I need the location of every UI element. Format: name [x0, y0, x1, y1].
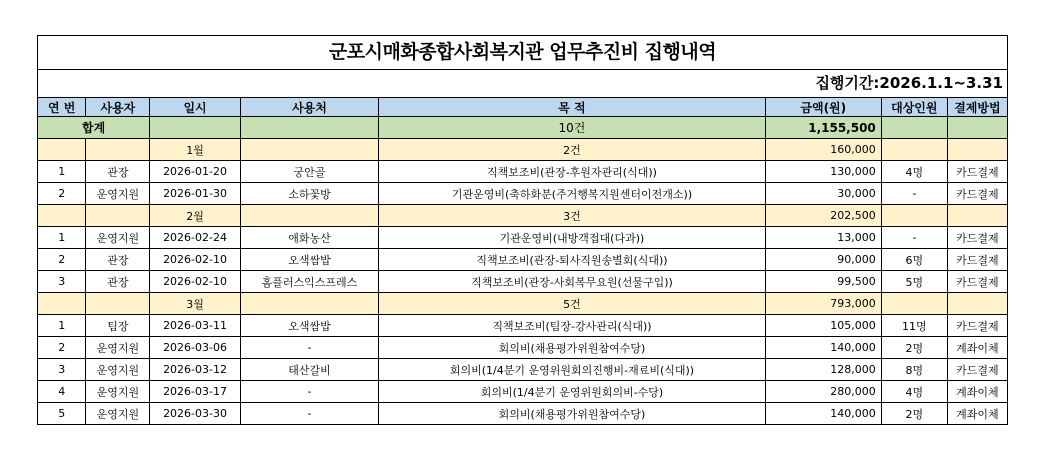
- row-user: 운영지원: [86, 337, 150, 359]
- table-row: [38, 183, 1007, 205]
- row-amount: 90,000: [765, 249, 881, 271]
- month-amount: 793,000: [765, 293, 881, 315]
- month-subtotal-row: [38, 139, 1007, 161]
- row-payment: 카드결제: [947, 183, 1007, 205]
- header-date: 일시: [150, 98, 241, 117]
- row-date: 2026-01-30: [150, 183, 241, 205]
- row-no: 1: [38, 315, 86, 337]
- row-purpose: 기관운영비(내방객접대(다과)): [379, 227, 766, 249]
- row-no: 2: [38, 183, 86, 205]
- table-row: [38, 359, 1007, 381]
- row-user: 팀장: [86, 315, 150, 337]
- expense-sheet: [37, 35, 1008, 425]
- total-empty-people: [881, 117, 947, 139]
- month-amount: 202,500: [765, 205, 881, 227]
- row-amount: 128,000: [765, 359, 881, 381]
- month-empty-payment: [947, 293, 1007, 315]
- row-amount: 130,000: [765, 161, 881, 183]
- row-place: 태산갈비: [240, 359, 378, 381]
- table-row: [38, 161, 1007, 183]
- row-no: 4: [38, 381, 86, 403]
- row-purpose: 회의비(채용평가위원참여수당): [379, 403, 766, 425]
- row-purpose: 직책보조비(관장-사회복무요원(선물구입)): [379, 271, 766, 293]
- row-people: 5명: [881, 271, 947, 293]
- row-purpose: 직책보조비(팀장-강사관리(식대)): [379, 315, 766, 337]
- header-place: 사용처: [240, 98, 378, 117]
- total-row: [38, 117, 1007, 139]
- table-row: [38, 271, 1007, 293]
- row-people: -: [881, 183, 947, 205]
- row-place: -: [240, 381, 378, 403]
- row-amount: 140,000: [765, 403, 881, 425]
- row-payment: 카드결제: [947, 359, 1007, 381]
- total-count: 10건: [379, 117, 766, 139]
- month-subtotal-row: [38, 205, 1007, 227]
- row-user: 관장: [86, 161, 150, 183]
- row-people: 4명: [881, 161, 947, 183]
- row-no: 1: [38, 161, 86, 183]
- row-no: 3: [38, 359, 86, 381]
- row-user: 관장: [86, 249, 150, 271]
- total-label: 합계: [38, 117, 150, 139]
- row-place: -: [240, 337, 378, 359]
- execution-period: 집행기간:2026.1.1~3.31: [38, 70, 1007, 98]
- row-date: 2026-03-12: [150, 359, 241, 381]
- row-amount: 13,000: [765, 227, 881, 249]
- month-empty-no: [38, 293, 86, 315]
- row-user: 운영지원: [86, 183, 150, 205]
- row-place: 오색쌈밥: [240, 315, 378, 337]
- header-payment: 결제방법: [947, 98, 1007, 117]
- row-no: 5: [38, 403, 86, 425]
- row-date: 2026-03-30: [150, 403, 241, 425]
- row-amount: 280,000: [765, 381, 881, 403]
- row-payment: 카드결제: [947, 161, 1007, 183]
- total-empty-place: [240, 117, 378, 139]
- month-empty-place: [240, 139, 378, 161]
- row-purpose: 회의비(1/4분기 운영위원회의진행비-재료비(식대)): [379, 359, 766, 381]
- row-purpose: 회의비(채용평가위원참여수당): [379, 337, 766, 359]
- header-purpose: 목 적: [379, 98, 766, 117]
- row-payment: 계좌이체: [947, 337, 1007, 359]
- month-label: 2월: [150, 205, 241, 227]
- table-row: [38, 381, 1007, 403]
- month-empty-payment: [947, 139, 1007, 161]
- row-no: 1: [38, 227, 86, 249]
- row-amount: 140,000: [765, 337, 881, 359]
- row-user: 운영지원: [86, 359, 150, 381]
- header-row: [38, 98, 1007, 117]
- row-amount: 30,000: [765, 183, 881, 205]
- month-empty-no: [38, 205, 86, 227]
- month-count: 2건: [379, 139, 766, 161]
- total-empty-payment: [947, 117, 1007, 139]
- row-people: 4명: [881, 381, 947, 403]
- row-no: 2: [38, 249, 86, 271]
- row-date: 2026-03-17: [150, 381, 241, 403]
- table-row: [38, 403, 1007, 425]
- row-people: -: [881, 227, 947, 249]
- row-purpose: 기관운영비(축하화분(주거행복지원센터이전개소)): [379, 183, 766, 205]
- total-empty-date: [150, 117, 241, 139]
- month-empty-people: [881, 293, 947, 315]
- month-empty-place: [240, 205, 378, 227]
- row-payment: 카드결제: [947, 227, 1007, 249]
- row-payment: 카드결제: [947, 249, 1007, 271]
- row-no: 2: [38, 337, 86, 359]
- row-place: 홈플러스익스프레스: [240, 271, 378, 293]
- row-people: 2명: [881, 337, 947, 359]
- header-amount: 금액(원): [765, 98, 881, 117]
- row-payment: 계좌이체: [947, 381, 1007, 403]
- sheet-title: 군포시매화종합사회복지관 업무추진비 집행내역: [38, 36, 1007, 70]
- month-label: 3월: [150, 293, 241, 315]
- row-people: 2명: [881, 403, 947, 425]
- row-place: 오색쌈밥: [240, 249, 378, 271]
- month-empty-user: [86, 139, 150, 161]
- row-people: 11명: [881, 315, 947, 337]
- table-row: [38, 249, 1007, 271]
- month-amount: 160,000: [765, 139, 881, 161]
- row-no: 3: [38, 271, 86, 293]
- table-row: [38, 227, 1007, 249]
- row-user: 관장: [86, 271, 150, 293]
- row-amount: 105,000: [765, 315, 881, 337]
- row-place: 궁안골: [240, 161, 378, 183]
- row-payment: 계좌이체: [947, 403, 1007, 425]
- row-date: 2026-03-11: [150, 315, 241, 337]
- row-place: 소하꽃방: [240, 183, 378, 205]
- row-date: 2026-03-06: [150, 337, 241, 359]
- row-purpose: 직책보조비(관장-퇴사직원송별회(식대)): [379, 249, 766, 271]
- header-people: 대상인원: [881, 98, 947, 117]
- row-people: 6명: [881, 249, 947, 271]
- row-place: -: [240, 403, 378, 425]
- header-no: 연 번: [38, 98, 86, 117]
- row-payment: 카드결제: [947, 315, 1007, 337]
- row-date: 2026-01-20: [150, 161, 241, 183]
- month-empty-user: [86, 205, 150, 227]
- month-empty-payment: [947, 205, 1007, 227]
- table-row: [38, 315, 1007, 337]
- row-user: 운영지원: [86, 227, 150, 249]
- row-date: 2026-02-24: [150, 227, 241, 249]
- row-date: 2026-02-10: [150, 271, 241, 293]
- row-purpose: 회의비(1/4분기 운영위원회의비-수당): [379, 381, 766, 403]
- header-user: 사용자: [86, 98, 150, 117]
- row-payment: 카드결제: [947, 271, 1007, 293]
- month-count: 5건: [379, 293, 766, 315]
- total-amount: 1,155,500: [765, 117, 881, 139]
- row-user: 운영지원: [86, 403, 150, 425]
- table-row: [38, 337, 1007, 359]
- row-purpose: 직책보조비(관장-후원자관리(식대)): [379, 161, 766, 183]
- row-place: 애화농산: [240, 227, 378, 249]
- month-empty-user: [86, 293, 150, 315]
- row-amount: 99,500: [765, 271, 881, 293]
- month-empty-people: [881, 139, 947, 161]
- month-count: 3건: [379, 205, 766, 227]
- month-label: 1월: [150, 139, 241, 161]
- row-user: 운영지원: [86, 381, 150, 403]
- expense-table: [38, 98, 1007, 424]
- month-empty-no: [38, 139, 86, 161]
- month-subtotal-row: [38, 293, 1007, 315]
- row-people: 8명: [881, 359, 947, 381]
- month-empty-place: [240, 293, 378, 315]
- month-empty-people: [881, 205, 947, 227]
- row-date: 2026-02-10: [150, 249, 241, 271]
